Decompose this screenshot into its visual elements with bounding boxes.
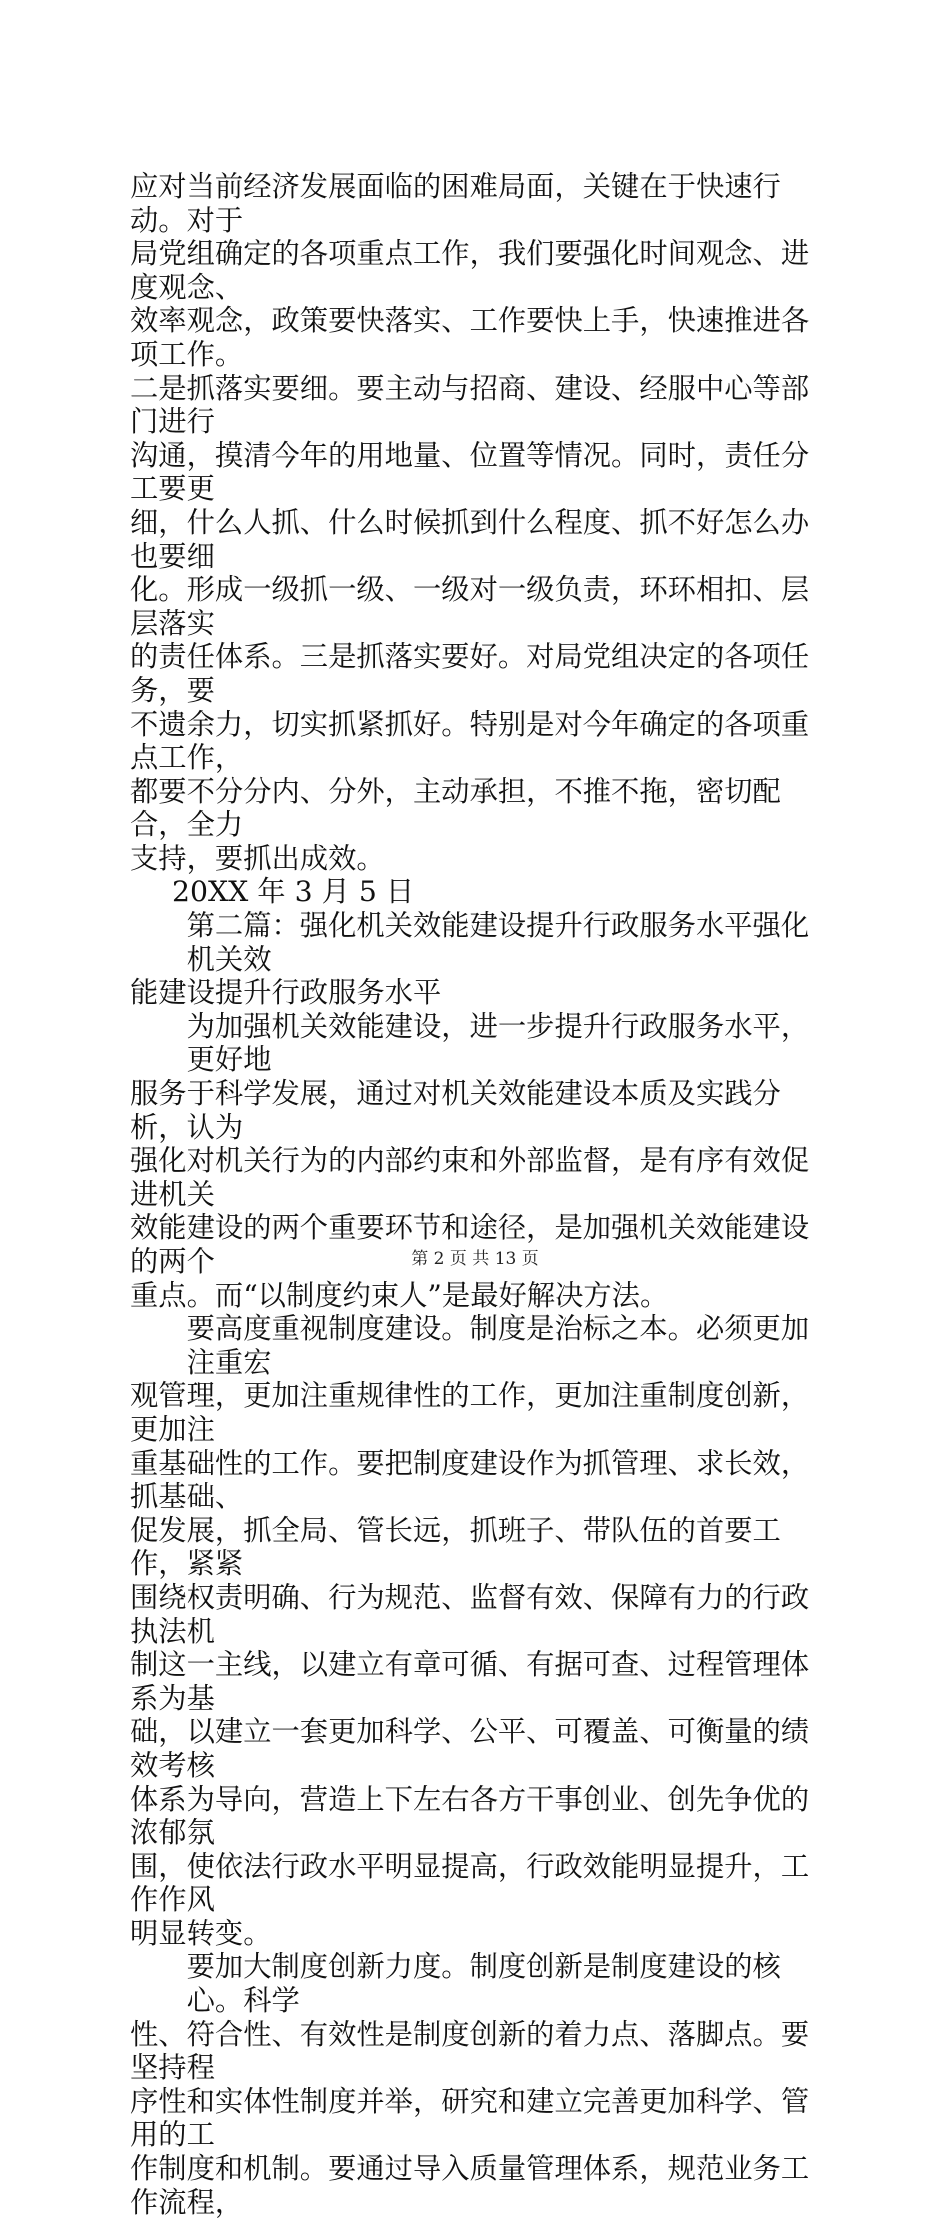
text-line: 不遗余力，切实抓紧抓好。特别是对今年确定的各项重点工作，: [130, 707, 810, 775]
text-line: 础，以建立一套更加科学、公平、可覆盖、可衡量的绩效考核: [130, 1715, 810, 1782]
text-line: 围，使依法行政水平明显提高，行政效能明显提升，工作作风: [130, 1849, 810, 1917]
text-line: 服务于科学发展，通过对机关效能建设本质及实践分析，认为: [130, 1077, 781, 1144]
text-line: 促发展，抓全局、管长远，抓班子、带队伍的首要工作，紧紧: [130, 1513, 781, 1581]
paragraph-system-building: [130, 1312, 830, 1950]
text-line: 都要不分分内、分外，主动承担，不推不拖，密切配合，全力: [130, 774, 781, 842]
text-line: 支持，要抓出成效。: [130, 841, 385, 875]
text-line: 观管理，更加注重规律性的工作，更加注重制度创新，更加注: [130, 1379, 810, 1446]
text-line: 为加强机关效能建设，进一步提升行政服务水平，更好地: [186, 1009, 810, 1077]
paragraph-continuation: [130, 170, 830, 875]
text-line: 体系为导向，营造上下左右各方干事创业、创先争优的浓郁氛: [130, 1782, 810, 1850]
text-line: 性、符合性、有效性是制度创新的着力点、落脚点。要坚持程: [130, 2017, 810, 2085]
text-line: 效能建设的两个重要环节和途径，是加强机关效能建设的两个: [130, 1211, 810, 1278]
text-line: 第二篇：强化机关效能建设提升行政服务水平强化机关效: [186, 909, 810, 976]
text-line: 能建设提升行政服务水平: [130, 976, 442, 1010]
text-line: 局党组确定的各项重点工作，我们要强化时间观念、进度观念、: [130, 237, 810, 304]
text-line: 细，什么人抓、什么时候抓到什么程度、抓不好怎么办也要细: [130, 505, 810, 573]
text-line: 强化对机关行为的内部约束和外部监督，是有序有效促进机关: [130, 1144, 810, 1211]
text-line: 化。形成一级抓一级、一级对一级负责，环环相扣、层层落实: [130, 573, 810, 640]
text-line: 二是抓落实要细。要主动与招商、建设、经服中心等部门进行: [130, 371, 810, 439]
section-heading: [130, 909, 830, 1010]
date-line: [130, 875, 830, 909]
text-line: 作制度和机制。要通过导入质量管理体系，规范业务工作流程，: [130, 2152, 810, 2219]
text-line: 效率观念，政策要快落实、工作要快上手，快速推进各项工作。: [130, 304, 810, 371]
page-footer: [0, 1249, 950, 1269]
text-line: 明显转变。: [130, 1916, 272, 1950]
text-line: 要加大制度创新力度。制度创新是制度建设的核心。科学: [186, 1950, 781, 2018]
document-body: [130, 170, 830, 2219]
text-line: 应对当前经济发展面临的困难局面，关键在于快速行动。对于: [130, 170, 781, 237]
text-line: 20XX 年 3 月 5 日: [172, 875, 415, 909]
text-line: 序性和实体性制度并举，研究和建立完善更加科学、管用的工: [130, 2084, 810, 2152]
text-line: 的责任体系。三是抓落实要好。对局党组决定的各项任务，要: [130, 640, 810, 707]
text-line: 围绕权责明确、行为规范、监督有效、保障有力的行政执法机: [130, 1580, 810, 1648]
paragraph-system-innovation: [130, 1950, 830, 2219]
text-line: 重点。而“以制度约束人”是最好解决方法。: [130, 1278, 669, 1312]
page-number-label: 第 2 页 共 13 页: [411, 1249, 539, 1269]
text-line: 重基础性的工作。要把制度建设作为抓管理、求长效，抓基础、: [130, 1446, 810, 1514]
text-line: 要高度重视制度建设。制度是治标之本。必须更加注重宏: [186, 1312, 810, 1379]
text-line: 制这一主线，以建立有章可循、有据可查、过程管理体系为基: [130, 1648, 810, 1715]
text-line: 沟通，摸清今年的用地量、位置等情况。同时，责任分工要更: [130, 438, 810, 506]
